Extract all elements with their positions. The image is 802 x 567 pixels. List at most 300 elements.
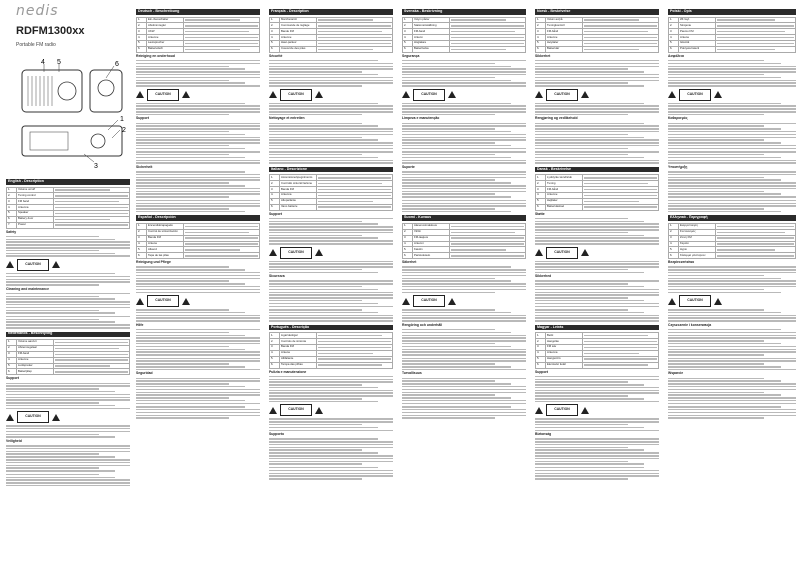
- body-text-block: [451, 31, 524, 33]
- language-section-title: Português - Descrição: [269, 325, 393, 331]
- column-3: [269, 6, 393, 482]
- caution-warning: [136, 89, 260, 101]
- part-name: Bande FM: [280, 29, 317, 35]
- row-number: 1.: [270, 175, 280, 181]
- part-name: Encendido/apagado: [147, 223, 184, 229]
- warning-triangle-icon: [581, 91, 589, 98]
- part-name: Antenna: [17, 205, 54, 211]
- language-section-title: Polski - Opis: [668, 9, 796, 15]
- row-number: 5.: [137, 247, 147, 253]
- body-text-block: [6, 445, 130, 472]
- body-text-block: [451, 243, 524, 245]
- row-number: 2.: [7, 193, 17, 199]
- section-heading: Cleaning and maintenance: [6, 286, 49, 291]
- row-number: 4.: [669, 35, 679, 41]
- warning-triangle-icon: [714, 91, 722, 98]
- warning-triangle-icon: [182, 91, 190, 98]
- body-text-block: [318, 183, 391, 185]
- body-text-block: [55, 195, 128, 197]
- section-heading: Segurança: [402, 53, 420, 58]
- table-row: [7, 369, 130, 375]
- part-name: Altoparlante: [280, 198, 317, 204]
- body-text-block: [584, 347, 657, 349]
- part-name: Volume on/off: [17, 187, 54, 193]
- model-number: RDFM1300xx: [16, 25, 85, 37]
- caution-text: CAUTION: [421, 298, 437, 303]
- body-text-block: [451, 25, 524, 27]
- row-number: 4.: [536, 350, 546, 356]
- brand-logo: nedis: [16, 3, 59, 19]
- body-text-block: [185, 25, 258, 27]
- parts-table: [136, 17, 260, 53]
- body-text-block: [451, 37, 524, 39]
- body-text-block: [668, 200, 796, 213]
- warning-triangle-icon: [448, 298, 456, 305]
- row-number: 1.: [536, 17, 546, 23]
- row-number: 6.: [669, 253, 679, 259]
- section-heading: Sicurezza: [269, 274, 285, 279]
- row-number: 6.: [403, 253, 413, 259]
- section-heading: Sikkerhet: [535, 53, 551, 58]
- section-heading: Limpeza e manutenção: [402, 116, 440, 121]
- callout-6: 6: [115, 61, 119, 68]
- body-text-block: [535, 218, 659, 245]
- body-text-block: [269, 309, 393, 322]
- warning-triangle-icon: [448, 91, 456, 98]
- row-number: 1.: [270, 333, 280, 339]
- section-heading: Pulizia e manutenzione: [269, 369, 307, 374]
- body-text-block: [402, 200, 526, 213]
- warning-triangle-icon: [52, 414, 60, 421]
- body-text-block: [402, 329, 526, 356]
- parts-table: [269, 332, 393, 368]
- body-text-block: [402, 171, 526, 198]
- body-text-block: [717, 237, 794, 239]
- body-text-block: [136, 151, 260, 164]
- part-description: [450, 46, 526, 52]
- warning-triangle-icon: [668, 298, 676, 305]
- part-name: FM-bånd: [546, 187, 583, 193]
- row-number: 1.: [137, 17, 147, 23]
- row-number: 1.: [669, 223, 679, 229]
- part-name: Κάλυμμα μπαταριών: [679, 253, 716, 259]
- section-heading: Turvallisuus: [402, 371, 422, 376]
- body-text-block: [6, 474, 130, 487]
- body-text-block: [402, 60, 526, 87]
- part-name: Power: [17, 222, 54, 228]
- part-name: Tuning control: [17, 193, 54, 199]
- column-body: [6, 179, 130, 486]
- part-name: Högtalare: [413, 41, 450, 47]
- row-number: 5.: [7, 211, 17, 217]
- row-number: 4.: [536, 35, 546, 41]
- body-text-block: [185, 226, 258, 228]
- radio-illustration: [14, 58, 132, 174]
- body-text-block: [402, 266, 526, 293]
- warning-triangle-icon: [6, 414, 14, 421]
- part-name: Lautsprecher: [147, 41, 184, 47]
- caution-text: CAUTION: [25, 261, 41, 266]
- body-text-block: [535, 438, 659, 465]
- body-text-block: [318, 19, 391, 21]
- body-text-block: [185, 43, 258, 45]
- language-section-title: Español - Descripción: [136, 215, 260, 221]
- body-text-block: [451, 226, 524, 228]
- callout-4: 4: [41, 59, 45, 66]
- row-number: 3.: [7, 199, 17, 205]
- row-number: 6.: [536, 362, 546, 368]
- row-number: 3.: [403, 235, 413, 241]
- column-6: [668, 6, 796, 421]
- warning-triangle-icon: [402, 91, 410, 98]
- body-text-block: [136, 123, 260, 150]
- body-text-block: [584, 353, 657, 355]
- warning-triangle-icon: [52, 261, 60, 268]
- part-name: Antenne: [546, 193, 583, 199]
- warning-triangle-icon: [668, 91, 676, 98]
- row-number: 5.: [403, 41, 413, 47]
- part-name: Høyttaler: [546, 41, 583, 47]
- section-heading: Support: [269, 211, 282, 216]
- body-text-block: [318, 341, 391, 343]
- part-description: [317, 204, 393, 210]
- row-number: 3.: [270, 29, 280, 35]
- part-name: Antenne: [147, 35, 184, 41]
- row-number: 6.: [270, 362, 280, 368]
- body-text-block: [136, 309, 260, 322]
- body-text-block: [402, 103, 526, 116]
- parts-table: [535, 332, 659, 368]
- caution-text: CAUTION: [288, 407, 304, 412]
- body-text-block: [269, 418, 393, 431]
- row-number: 3.: [270, 345, 280, 351]
- parts-table: [136, 223, 260, 259]
- row-number: 2.: [137, 23, 147, 29]
- body-text-block: [668, 309, 796, 322]
- row-number: 1.: [137, 223, 147, 229]
- warning-triangle-icon: [535, 407, 543, 414]
- body-text-block: [6, 383, 130, 410]
- row-number: 2.: [403, 23, 413, 29]
- row-number: 6.: [137, 253, 147, 259]
- warning-triangle-icon: [269, 407, 277, 414]
- table-row: [403, 253, 526, 259]
- warning-triangle-icon: [269, 249, 277, 256]
- body-text-block: [185, 243, 258, 245]
- body-text-block: [318, 31, 391, 33]
- part-name: Batteriefach: [147, 46, 184, 52]
- part-name: Accensione/spegnimento: [280, 175, 317, 181]
- row-number: 5.: [137, 41, 147, 47]
- part-name: Tampa das pilhas: [280, 362, 317, 368]
- part-name: Συντονισμός: [679, 229, 716, 235]
- body-text-block: [668, 406, 796, 419]
- row-number: 5.: [669, 247, 679, 253]
- section-heading: Biztonság: [535, 432, 552, 437]
- row-number: 2.: [669, 229, 679, 235]
- row-number: 4.: [7, 205, 17, 211]
- part-name: Batterilucka: [413, 46, 450, 52]
- section-heading: Reiniging en onderhoud: [136, 53, 175, 58]
- caution-text: CAUTION: [687, 298, 703, 303]
- part-name: Vano batterie: [280, 204, 317, 210]
- body-text-block: [318, 25, 391, 27]
- row-number: 5.: [270, 356, 280, 362]
- body-text-block: [136, 103, 260, 116]
- part-name: Banda FM: [280, 345, 317, 351]
- caution-label: [546, 89, 578, 101]
- body-text-block: [269, 151, 393, 164]
- language-section-title: Ελληνικά - Περιγραφή: [668, 215, 796, 221]
- part-name: Volym på/av: [413, 17, 450, 23]
- body-text-block: [55, 371, 128, 373]
- body-text-block: [318, 195, 391, 197]
- body-text-block: [584, 358, 657, 360]
- row-number: 3.: [7, 351, 17, 357]
- table-row: [137, 46, 260, 52]
- row-number: 2.: [536, 181, 546, 187]
- body-text-block: [136, 378, 260, 405]
- row-number: 4.: [403, 35, 413, 41]
- part-description: [450, 253, 526, 259]
- body-text-block: [402, 151, 526, 164]
- part-description: [583, 46, 659, 52]
- section-heading: Hilfe: [136, 322, 144, 327]
- language-section-title: Magyar - Leírás: [535, 325, 659, 331]
- caution-text: CAUTION: [687, 91, 703, 96]
- part-name: Äänenvoimakkuus: [413, 223, 450, 229]
- parts-table: [6, 339, 130, 375]
- part-name: Ενεργοποίηση: [679, 223, 716, 229]
- body-text-block: [535, 418, 659, 431]
- section-heading: Seguridad: [136, 371, 153, 376]
- part-name: Batteridæksel: [546, 204, 583, 210]
- part-description: [184, 46, 260, 52]
- body-text-block: [668, 329, 796, 356]
- body-text-block: [584, 177, 657, 179]
- body-text-block: [717, 255, 794, 257]
- caution-warning: [6, 411, 130, 423]
- row-number: 1.: [7, 340, 17, 346]
- body-text-block: [584, 189, 657, 191]
- row-number: 6.: [270, 204, 280, 210]
- warning-triangle-icon: [136, 298, 144, 305]
- body-text-block: [717, 37, 794, 39]
- body-text-block: [318, 189, 391, 191]
- body-text-block: [185, 237, 258, 239]
- warning-triangle-icon: [402, 298, 410, 305]
- body-text-block: [269, 280, 393, 307]
- body-text-block: [402, 123, 526, 150]
- body-text-block: [668, 123, 796, 150]
- body-text-block: [318, 358, 391, 360]
- caution-text: CAUTION: [554, 407, 570, 412]
- caution-warning: [269, 247, 393, 259]
- callout-5: 5: [57, 59, 61, 66]
- caution-label: [280, 404, 312, 416]
- row-number: 2.: [137, 229, 147, 235]
- part-name: Stationsinställning: [413, 23, 450, 29]
- part-name: Antenni: [413, 241, 450, 247]
- section-heading: Støtte: [535, 211, 545, 216]
- row-number: 3.: [403, 29, 413, 35]
- body-text-block: [269, 261, 393, 274]
- part-name: Strojenie: [679, 23, 716, 29]
- caution-text: CAUTION: [554, 249, 570, 254]
- table-row: [536, 204, 659, 210]
- body-text-block: [318, 347, 391, 349]
- part-name: Pokrywa baterii: [679, 46, 716, 52]
- body-text-block: [584, 364, 657, 366]
- warning-triangle-icon: [315, 91, 323, 98]
- body-text-block: [185, 19, 258, 21]
- body-text-block: [668, 171, 796, 198]
- body-text-block: [584, 43, 657, 45]
- part-name: Viritin: [413, 229, 450, 235]
- part-name: Battery door: [17, 216, 54, 222]
- part-name: FM-band: [17, 351, 54, 357]
- row-number: 6.: [137, 46, 147, 52]
- body-text-block: [535, 309, 659, 322]
- part-name: Głośnik: [679, 41, 716, 47]
- body-text-block: [668, 266, 796, 293]
- caution-warning: [402, 295, 526, 307]
- column-5: [535, 6, 659, 482]
- part-name: Tapa de las pilas: [147, 253, 184, 259]
- body-text-block: [451, 255, 524, 257]
- body-text-block: [55, 365, 128, 367]
- section-heading: Support: [535, 369, 548, 374]
- column-2: [136, 6, 260, 421]
- body-text-block: [535, 60, 659, 87]
- warning-triangle-icon: [535, 249, 543, 256]
- section-heading: Support: [6, 376, 19, 381]
- part-name: Antena: [679, 35, 716, 41]
- row-number: 5.: [270, 198, 280, 204]
- part-name: Pasmo FM: [679, 29, 716, 35]
- row-number: 4.: [270, 35, 280, 41]
- warning-triangle-icon: [182, 298, 190, 305]
- product-subtitle: Portable FM radio: [16, 42, 56, 48]
- warning-triangle-icon: [6, 261, 14, 268]
- row-number: 4.: [270, 350, 280, 356]
- body-text-block: [55, 359, 128, 361]
- caution-text: CAUTION: [288, 249, 304, 254]
- body-text-block: [668, 358, 796, 371]
- part-name: Hangolás: [546, 339, 583, 345]
- body-text-block: [535, 261, 659, 274]
- part-description: [184, 253, 260, 259]
- language-section-title: Norsk - Beskrivelse: [535, 9, 659, 15]
- part-name: Control de sintonización: [147, 229, 184, 235]
- caution-label: [17, 259, 49, 271]
- row-number: 3.: [137, 235, 147, 241]
- caution-label: [546, 247, 578, 259]
- row-number: 3.: [536, 345, 546, 351]
- table-row: [270, 46, 393, 52]
- row-number: 4.: [7, 357, 17, 363]
- body-text-block: [269, 103, 393, 116]
- row-number: 5.: [536, 41, 546, 47]
- table-row: [270, 204, 393, 210]
- parts-table: [6, 187, 130, 229]
- body-text-block: [136, 329, 260, 356]
- caution-warning: [269, 404, 393, 416]
- row-number: 2.: [7, 345, 17, 351]
- body-text-block: [55, 342, 128, 344]
- body-text-block: [269, 438, 393, 465]
- caution-warning: [6, 259, 130, 271]
- body-text-block: [318, 364, 391, 366]
- part-name: Antenne: [17, 357, 54, 363]
- part-name: Altifalante: [280, 356, 317, 362]
- column-body: [402, 9, 526, 419]
- row-number: 4.: [669, 241, 679, 247]
- part-name: Kaiutin: [413, 247, 450, 253]
- section-heading: Veiligheid: [6, 438, 22, 443]
- table-row: [137, 253, 260, 259]
- row-number: 1.: [270, 17, 280, 23]
- table-row: [403, 46, 526, 52]
- language-section-title: Dansk - Beskrivelse: [535, 167, 659, 173]
- section-heading: Rengjøring og vedlikehold: [535, 116, 578, 121]
- row-number: 5.: [669, 41, 679, 47]
- parts-table: [535, 174, 659, 210]
- language-section-title: Deutsch - Beschreibung: [136, 9, 260, 15]
- part-name: Ligar/desligar: [280, 333, 317, 339]
- part-name: Haut-parleur: [280, 41, 317, 47]
- body-text-block: [318, 201, 391, 203]
- part-name: Antenna: [280, 193, 317, 199]
- body-text-block: [318, 206, 391, 208]
- language-section-title: Suomi - Kuvaus: [402, 215, 526, 221]
- warning-triangle-icon: [269, 91, 277, 98]
- body-text-block: [584, 31, 657, 33]
- language-section-title: Italiano - Descrizione: [269, 167, 393, 173]
- body-text-block: [584, 19, 657, 21]
- row-number: 5.: [536, 198, 546, 204]
- body-text-block: [584, 195, 657, 197]
- body-text-block: [535, 376, 659, 403]
- part-name: Paristokotelo: [413, 253, 450, 259]
- table-row: [7, 222, 130, 228]
- body-text-block: [55, 219, 128, 221]
- body-text-block: [535, 280, 659, 307]
- part-name: Antenn: [413, 35, 450, 41]
- part-name: Couvercle des piles: [280, 46, 317, 52]
- section-heading: Καθαρισμός: [668, 116, 688, 121]
- caution-text: CAUTION: [288, 91, 304, 96]
- body-text-block: [451, 249, 524, 251]
- part-name: Ζώνη FM: [679, 235, 716, 241]
- part-name: Batterijklep: [17, 369, 54, 375]
- product-header: [6, 3, 130, 176]
- body-text-block: [318, 353, 391, 355]
- row-number: 2.: [536, 339, 546, 345]
- column-body: [269, 9, 393, 480]
- row-number: 6.: [536, 46, 546, 52]
- body-text-block: [136, 171, 260, 198]
- part-name: FM-bånd: [546, 29, 583, 35]
- body-text-block: [402, 309, 526, 322]
- part-name: Ein-/Ausschalter: [147, 17, 184, 23]
- parts-table: [269, 174, 393, 210]
- section-heading: Säkerhet: [402, 260, 417, 265]
- body-text-block: [584, 335, 657, 337]
- part-name: Κεραία: [679, 241, 716, 247]
- body-text-block: [584, 206, 657, 208]
- part-description: [583, 362, 659, 368]
